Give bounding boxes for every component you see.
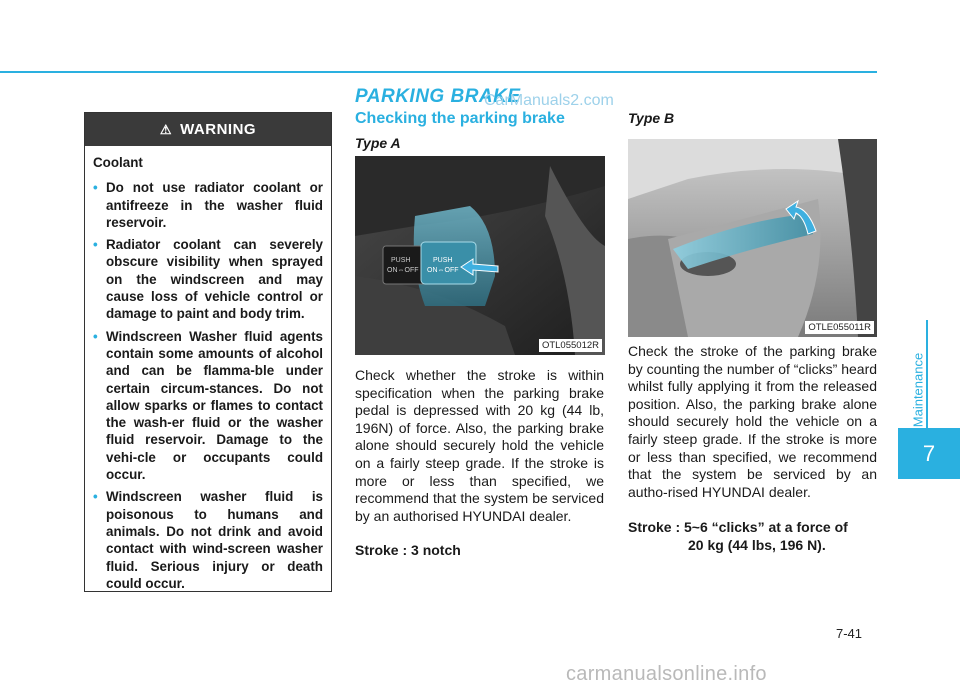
pedal-label-push-dark: PUSH	[391, 257, 411, 264]
pedal-label-onoff: ON⇔OFF	[427, 267, 459, 274]
warning-header	[85, 113, 331, 146]
warning-box	[84, 112, 332, 592]
chapter-tab: 7	[898, 428, 960, 479]
type-b-stroke-line1: Stroke : 5~6 “clicks” at a force of	[628, 519, 848, 535]
parking-brake-pedal-photo	[355, 156, 605, 355]
page-number: 7-41	[836, 626, 863, 641]
pedal-label-onoff-dark: ON⇔OFF	[387, 267, 419, 274]
section-title: PARKING BRAKE	[355, 86, 521, 107]
photo-a-caption: OTL055012R	[539, 339, 602, 352]
pedal-label-push: PUSH	[433, 257, 453, 264]
type-b-stroke	[628, 519, 878, 554]
warning-body	[85, 146, 331, 592]
type-a-stroke: Stroke : 3 notch	[355, 542, 461, 558]
type-b-stroke-line2: 20 kg (44 lbs, 196 N).	[688, 536, 826, 553]
warning-item: • Windscreen washer fluid is poisonous to humans and animals. Do not drink and avoid contact with wind-screen washer fluid. Serious injury or death could occur.	[93, 488, 323, 592]
type-a-label: Type A	[355, 135, 401, 151]
warning-list	[93, 179, 323, 592]
warning-item: • Windscreen Washer fluid agents contain some amounts of alcohol and can be flamma-ble under certain circum-stances. Do not allow sparks or flames to contact the wash-er fluid or the washer fluid reservoir. Damage to the vehi-cle or occupants could occur.	[93, 328, 323, 484]
warning-triangle-icon: ⚠	[159, 121, 173, 137]
type-b-label: Type B	[628, 110, 675, 126]
type-a-paragraph: Check whether the stroke is within specification when the parking brake pedal is depressed with 20 kg (44 lb, 196N) of force. Also, the parking brake alone should securely hold the vehicle on a fairly steep grade. If the stroke is more or less than specified, we recommend that the system be serviced by an authorised HYUNDAI dealer.	[355, 367, 604, 524]
chapter-label	[898, 345, 938, 435]
parking-brake-lever-photo	[628, 139, 877, 337]
footer-watermark: carmanualsonline.info	[566, 663, 767, 685]
warning-item: • Do not use radiator coolant or antifreeze in the washer fluid reservoir.	[93, 179, 323, 231]
photo-b-caption: OTLE055011R	[805, 321, 874, 334]
top-rule	[0, 71, 877, 73]
warning-item: • Radiator coolant can severely obscure visibility when sprayed on the windscreen and may cause loss of vehicle control or damage to paint and body trim.	[93, 236, 323, 322]
type-b-paragraph: Check the stroke of the parking brake by counting the number of “clicks” heard whilst fully applying it from the released position. Also, the parking brake alone should securely hold the vehicle on a fairly steep grade. If the stroke is more or less than specified, we recommend that the system be serviced by an autho-rised HYUNDAI dealer.	[628, 343, 878, 500]
warning-subtitle: Coolant	[93, 155, 143, 170]
chapter-label-text: Maintenance	[910, 352, 926, 428]
watermark: CarManuals2.com	[484, 92, 614, 109]
warning-title: WARNING	[180, 121, 257, 138]
section-subtitle: Checking the parking brake	[355, 110, 565, 127]
